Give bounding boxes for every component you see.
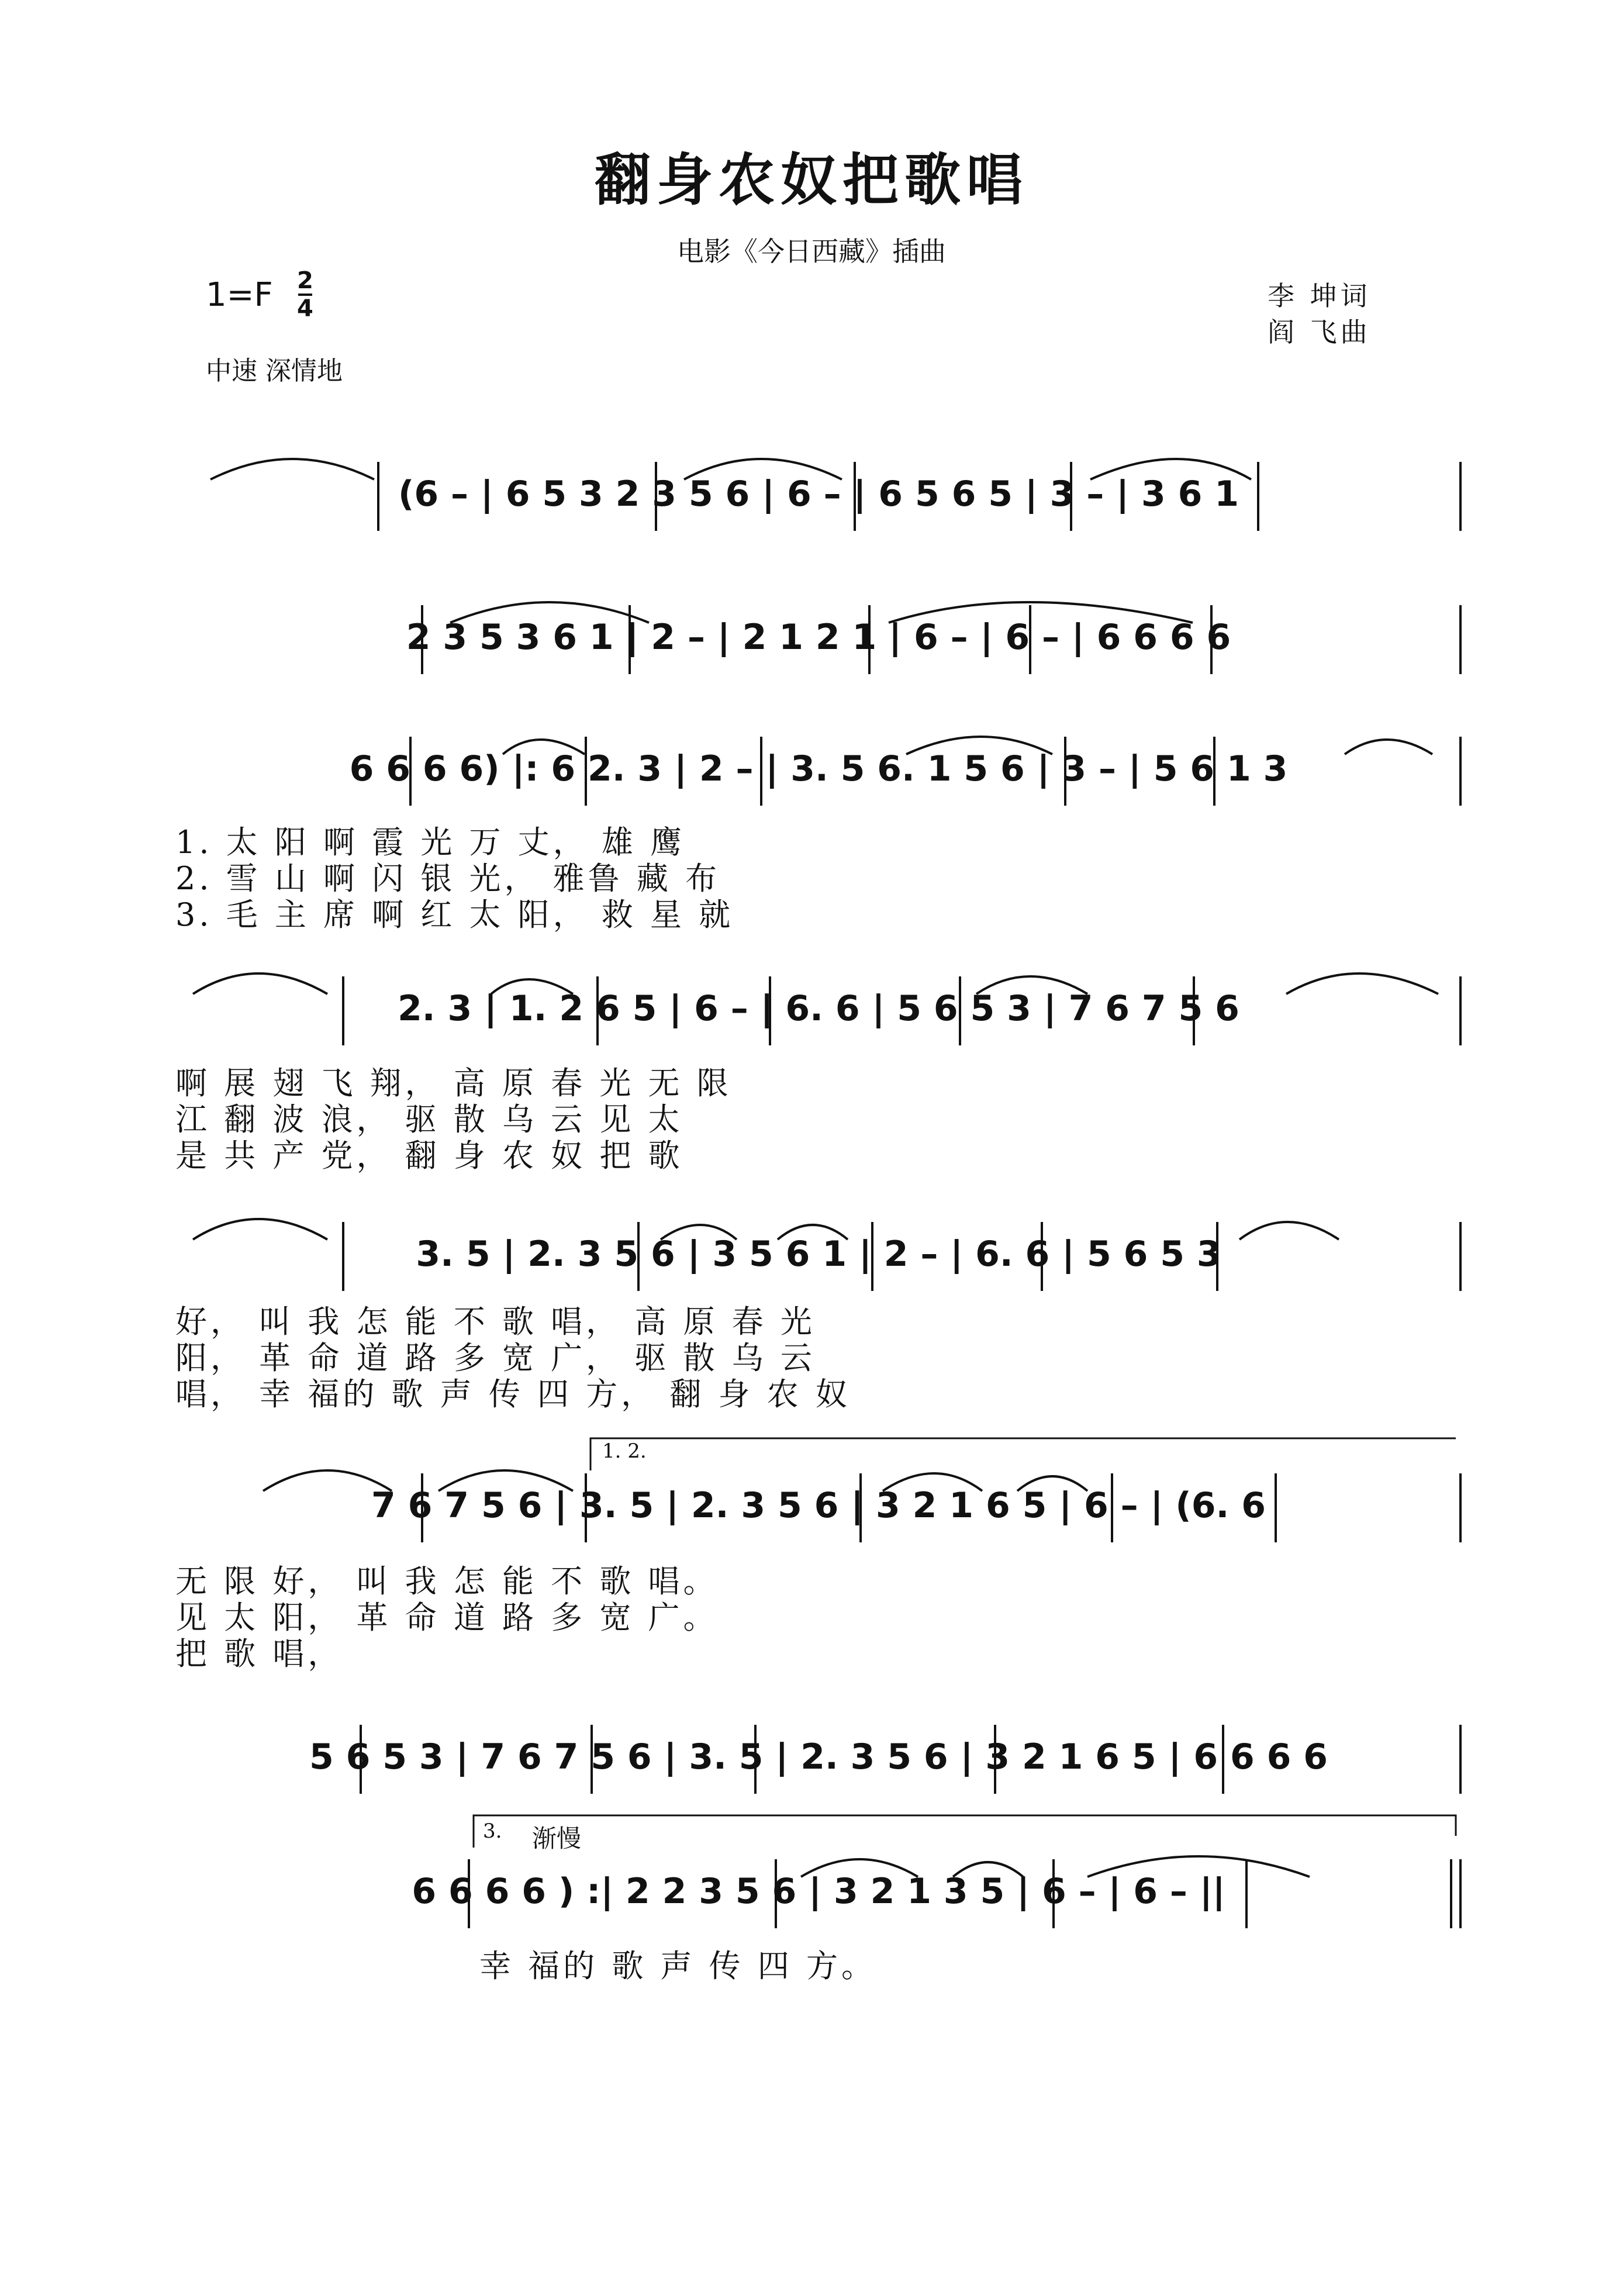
- volta-bracket-3: [468, 1812, 1462, 1848]
- score-notes: 6 6 6 6) |: 6 2. 3 | 2 – | 3. 5 6. 1 5 6 | 3 – | 5 6 1 3: [349, 748, 1288, 789]
- song-subtitle: 电影《今日西藏》插曲: [677, 236, 946, 267]
- composer-credit: 阎 飞曲: [1268, 316, 1371, 348]
- score-notes: 2 3 5 3 6 1 | 2 – | 2 1 2 1 | 6 – | 6 – | 6 6 6 6: [406, 617, 1231, 658]
- lyric-line: 1. 太 阳 啊 霞 光 万 丈， 雄 鹰: [175, 824, 686, 861]
- lyric-line: 江 翻 波 浪， 驱 散 乌 云 见 太: [175, 1101, 683, 1138]
- volta-bracket-1-2: [585, 1435, 1462, 1470]
- lyric-line: 把 歌 唱，: [175, 1635, 343, 1672]
- lyric-line: 见 太 阳， 革 命 道 路 多 宽 广。: [175, 1599, 719, 1636]
- score-notes: 3. 5 | 2. 3 5 6 | 3 5 6 1 | 2 – | 6. 6 | 5 6 5 3: [416, 1234, 1221, 1275]
- tempo-marking: 中速 深情地: [206, 356, 343, 386]
- lyric-line: 幸 福的 歌 声 传 四 方。: [479, 1948, 876, 1984]
- lyric-line: 唱， 幸 福的 歌 声 传 四 方， 翻 身 农 奴: [175, 1376, 851, 1413]
- lyric-line: 阳， 革 命 道 路 多 宽 广， 驱 散 乌 云: [175, 1339, 816, 1376]
- score-row-2: [175, 605, 1462, 681]
- key-signature: 1=F: [206, 276, 273, 314]
- score-row-3: [175, 737, 1462, 813]
- lyric-line: 2. 雪 山 啊 闪 银 光， 雅鲁 藏 布: [175, 860, 721, 897]
- lyric-line: 好， 叫 我 怎 能 不 歌 唱， 高 原 春 光: [175, 1303, 816, 1340]
- score-row-6: [175, 1473, 1462, 1549]
- lyric-line: 无 限 好， 叫 我 怎 能 不 歌 唱。: [175, 1563, 719, 1600]
- score-row-1: [175, 462, 1462, 538]
- lyric-line: 是 共 产 党， 翻 身 农 奴 把 歌: [175, 1137, 683, 1174]
- time-signature-bottom: 4: [297, 295, 313, 322]
- score-row-4: [175, 976, 1462, 1052]
- score-notes: 2. 3 | 1. 2 6 5 | 6 – | 6. 6 | 5 6 5 3 | 7 6 7 5 6: [398, 988, 1239, 1029]
- lyric-line: 啊 展 翅 飞 翔， 高 原 春 光 无 限: [175, 1065, 732, 1102]
- lyric-line: 3. 毛 主 席 啊 红 太 阳， 救 星 就: [175, 896, 734, 933]
- time-signature-top: 2: [297, 267, 313, 294]
- score-notes: 6 6 6 6 ) :| 2 2 3 5 6 | 3 2 1 3 5 | 6 – | 6 – ||: [412, 1871, 1225, 1912]
- score-notes: (6 – | 6 5 3 2 3 5 6 | 6 – | 6 5 6 5 | 3 – | 3 6 1: [398, 474, 1239, 515]
- score-row-5: [175, 1222, 1462, 1298]
- volta-label-3: 3.: [483, 1819, 502, 1843]
- song-title: 翻身农奴把歌唱: [595, 147, 1028, 213]
- ritardando-marking: 渐慢: [532, 1824, 582, 1853]
- lyricist-credit: 李 坤词: [1268, 280, 1371, 312]
- score-row-8: [175, 1859, 1462, 1935]
- score-notes: 7 6 7 5 6 | 3. 5 | 2. 3 5 6 | 3 2 1 6 5 | 6 – | (6. 6: [371, 1485, 1266, 1526]
- volta-label-1-2: 1. 2.: [602, 1439, 647, 1463]
- score-row-7: [175, 1725, 1462, 1801]
- time-signature: [297, 268, 313, 322]
- score-notes: 5 6 5 3 | 7 6 7 5 6 | 3. 5 | 2. 3 5 6 | 3 2 1 6 5 | 6 6 6 6: [309, 1736, 1328, 1777]
